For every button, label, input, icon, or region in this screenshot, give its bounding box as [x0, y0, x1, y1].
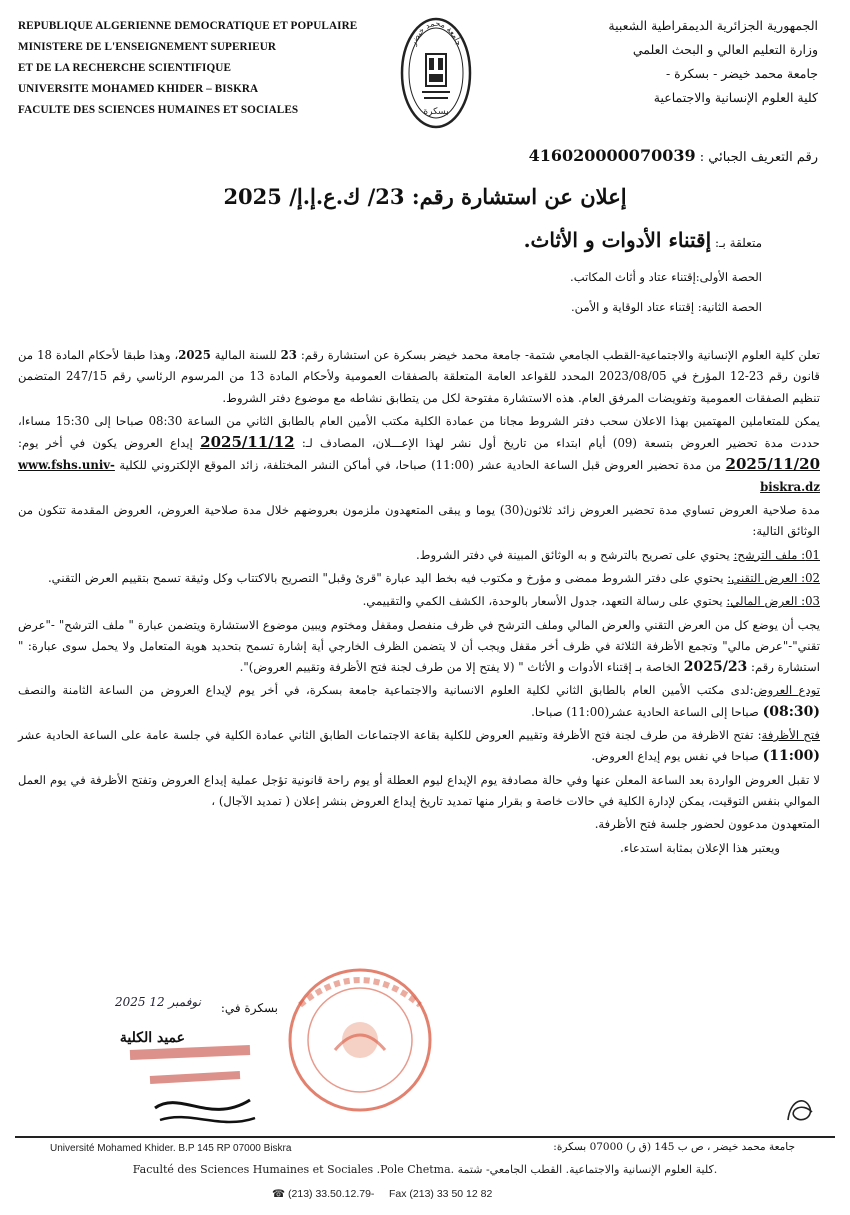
university-logo: [398, 14, 474, 132]
header-fr-line: UNIVERSITE MOHAMED KHIDER – BISKRA: [18, 83, 259, 95]
document-item: 01: ملف الترشح: يحتوي على تصريح بالترشح و به الوثائق المبينة في دفتر الشروط.: [416, 547, 820, 562]
header-ar-line: الجمهورية الجزائرية الديمقراطية الشعبية: [608, 18, 818, 33]
header-fr-line: FACULTE DES SCIENCES HUMAINES ET SOCIALES: [18, 104, 299, 116]
paragraph: تودع العروض:لدى مكتب الأمين العام بالطابق الثاني لكلية العلوم الانسانية والاجتماعية جامعة بسكرة، في أخر يوم لإيداع العروض من الساعة الثامنة والنصف (08:30) صباحا إلى الساعة الحادية عشر(11:00) صباحا.: [18, 683, 820, 720]
tax-id: [529, 146, 818, 165]
subject-prefix: متعلقة بـ:: [714, 236, 762, 250]
paragraph: المتعهدون مدعوون لحضور جلسة فتح الأظرفة.: [594, 817, 820, 832]
footer-phone-fax: (213) 33.50.12.79- Fax (213) 33 50 12 82: [288, 1188, 493, 1200]
paragraph: فتح الأظرفة: تفتح الاظرفة من طرف لجنة فتح الأظرفة وتقييم العروض للكلية بقاعة الاجتماعات الطابق الثاني عمادة الكلية في جلسة عامة على الساعة الحادية عشر (11:00) صباحا في نفس يوم إيداع العروض.: [18, 728, 821, 765]
paragraph: لا تقبل العروض الواردة بعد الساعة المعلن عنها وفي حالة مصادفة يوم الإيداع ليوم العطلة أو يوم راحة قانونية تؤجل عملية إيداع العروض وتفتح الأظرفة في يوم العمل الموالي بنفس التوقيت، يمكن لإدارة الكلية في حالات خاصة و بقرار منها تمديد تاريخ إيداع العروض بنشر إعلان ( تمديد الآجال) ،: [18, 772, 820, 808]
paragraph: يمكن للمتعاملين المهتمين بهذا الاعلان سحب دفتر الشروط مجانا من عمادة الكلية مكتب الأمين العام بالطابق الثاني من الساعة 08:30 صباحا إلى 15:30 مساءا، حددت مدة تحضير العروض بتسعة (09) أيام ابتداء من تاريخ أول نشر لهذا الإعـــلان، المصادف لـ: 2025/11/12 إيداع العروض يكون في أخر يوم: 2025/11/20 من مدة تحضير العروض قبل الساعة الحادية عشر (11:00) صباحا، في أماكن النشر المختلفة، زائد الموقع الإلكتروني للكلية www.fshs.univ-biskra.dz: [18, 413, 820, 494]
header-french: [18, 16, 358, 121]
header-fr-line: ET DE LA RECHERCHE SCIENTIFIQUE: [18, 62, 232, 74]
subject: [524, 228, 762, 252]
lot-item: الحصة الثانية: إقتناء عتاد الوقاية و الأمن.: [571, 300, 762, 314]
lot-item: الحصة الأولى:إقتناء عتاد و أثاث المكاتب.: [570, 270, 762, 284]
logo-top-text: جامعة محمد خيضر: [408, 18, 464, 47]
header-ar-line: كلية العلوم الإنسانية والاجتماعية: [653, 90, 818, 105]
paragraph: ويعتبر هذا الإعلان بمثابة استدعاء.: [620, 840, 780, 855]
paragraph: تعلن كلية العلوم الإنسانية والاجتماعية-القطب الجامعي شتمة- جامعة محمد خيضر بسكرة عن استشارة رقم: 23 للسنة المالية 2025، وهذا طبقا لأحكام المادة 18 من قانون رقم 23-12 المؤرخ في 2023/08/05 المحدد للقواعد العامة المتعلقة بالصفقات العمومية ولأحكام المادة 13 من المرسوم الرئاسي رقم 247/15 المتضمن تنظيم الصفقات العمومية وتفويضات المرفق العام. هذه الاستشارة مفتوحة لكل من يتطابق نشاطه مع موضوع دفتر الشروط.: [18, 348, 820, 405]
header-fr-line: REPUBLIQUE ALGERIENNE DEMOCRATIQUE ET POPULAIRE: [18, 20, 358, 32]
footer-contact: [272, 1188, 492, 1200]
announcement-body: [18, 345, 820, 861]
footer-faculty-line: Faculté des Sciences Humaines et Sociales .Pole Chetma. كلية العلوم الإنسانية والاجتماعية. القطب الجامعي- شتمة.: [132, 1163, 718, 1176]
header-ar-line: وزارة التعليم العالي و البحث العلمي: [632, 42, 818, 57]
faculty-seal-stamp: [240, 965, 440, 1115]
signature-city: بسكرة في:: [220, 1001, 278, 1015]
dean-title: عميد الكلية: [119, 1030, 185, 1046]
signature-date: 2025 نوفمبر 12: [115, 995, 201, 1009]
paragraph: مدة صلاحية العروض تساوي مدة تحضير العروض زائد ثلاثون(30) يوما و يبقى المتعهدون ملزمون بعروضهم خلال مدة صلاحية العروض، العروض المقدمة تتكون من الوثائق التالية:: [18, 503, 820, 539]
initials-mark: [780, 1090, 820, 1130]
document-item: 03: العرض المالي: يحتوي على رسالة التعهد، جدول الأسعار بالوحدة، الكشف الكمي والتقييمي.: [362, 594, 820, 609]
tax-id-value: 416020000070039: [528, 146, 696, 165]
document-item: 02: العرض التقني: يحتوي على دفتر الشروط ممضى و مؤرخ و مكتوب فيه بخط اليد عبارة "قرئ وقبل" التصريح بالاكتتاب وكل وثيقة تسمح بتقييم العرض التقني.: [47, 570, 820, 585]
subject-text: إقتناء الأدوات و الأثاث.: [523, 228, 712, 252]
footer-address-ar: جامعة محمد خيضر ، ص ب 145 (ق ر) 07000 بسكرة:: [553, 1141, 795, 1153]
tax-id-label: رقم التعريف الجبائي :: [699, 150, 818, 165]
faculty-website-link[interactable]: www.fshs.univ-biskra.dz: [18, 458, 820, 494]
svg-text:جامعة محمد خيضر: [408, 19, 463, 48]
phone-icon: ☎: [272, 1188, 286, 1200]
header-arabic: [518, 14, 818, 110]
footer-divider: [15, 1136, 835, 1138]
footer-address-fr: Université Mohamed Khider. B.P 145 RP 07000 Biskra: [50, 1143, 292, 1154]
header-ar-line: جامعة محمد خيضر - بسكرة -: [665, 66, 818, 81]
logo-bottom-text: بسكرة: [423, 107, 449, 117]
paragraph: يجب أن يوضع كل من العرض التقني والعرض المالي وملف الترشح في ظرف منفصل ومقفل ومختوم ويبين موضوع الاستشارة ويتضمن عبارة " ملف الترشح" -"عرض تقني"-"عرض مالي" وتجمع الأظرفة الثلاثة في ظرف أخر مقفل ويجب أن لا يتضمن الظرف الخارجي أية إشارة تسمح بتحديد هوية المتعامل ولا يحمل سوى عبارة: " استشارة رقم: 2025/23 الخاصة بـ إقتناء الأدوات و الأثاث " (لا يفتح إلا من طرف لجنة فتح الأظرفة وتقييم العروض)".: [18, 617, 820, 676]
header-fr-line: MINISTERE DE L'ENSEIGNEMENT SUPERIEUR: [18, 41, 277, 53]
announcement-title: إعلان عن استشارة رقم: 23/ ك.ع.إ.إ/ 2025: [223, 184, 627, 209]
